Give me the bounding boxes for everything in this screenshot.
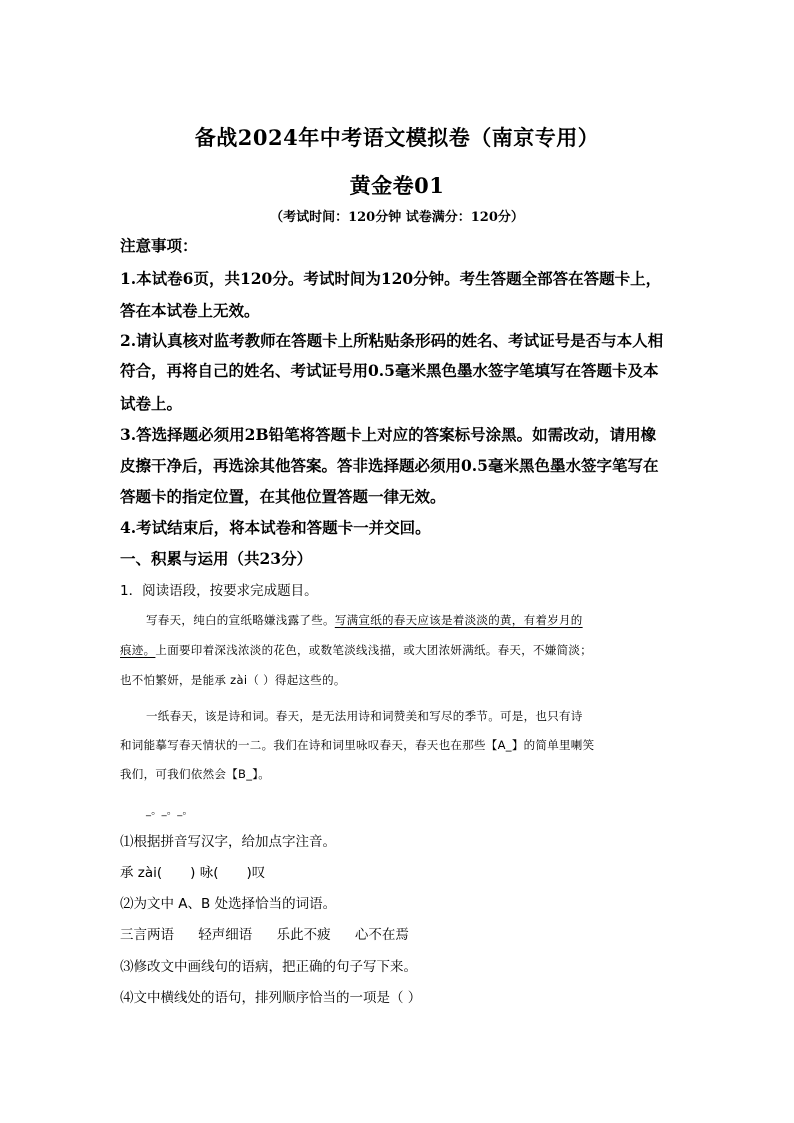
question-stem: 1．阅读语段，按要求完成题目。 [120,583,318,599]
passage-text: 上面要印着深浅浓淡的花色，或数笔淡线浅描，或大团浓妍满纸。春天，不嫌简淡； [155,643,593,657]
exam-info: （考试时间：120分钟 试卷满分：120分） [270,210,524,225]
question-1-1-fill [120,857,680,889]
passage-line: 也不怕繁妍，是能承 zài（ ）得起这些的。 [120,673,346,687]
option-word: 轻声细语 [198,927,253,943]
question-1-4: ⑷文中横线处的语句，排列顺序恰当的一项是（ ） [120,990,422,1006]
underlined-sentence: 写满宣纸的春天应该是着淡淡的黄，有着岁月的 [334,613,583,627]
passage-text: 写春天，纯白的宣纸略嫌浅露了些。 [146,613,335,627]
notes-line: 答在本试卷上无效。 [120,301,260,320]
notes-line: 试卷上。 [120,394,183,413]
section-heading: 一、积累与运用（共23分） [120,549,313,568]
notes-line: 符合，再将自己的姓名、考试证号用0.5毫米黑色墨水签字笔填写在答题卡及本 [120,361,659,380]
notes-line: 3.答选择题必须用2B铅笔将答题卡上对应的答案标号涂黑。如需改动，请用橡 [120,425,657,444]
word-options [120,919,680,951]
blank-lines: _。_。_。 [146,806,193,817]
notes-line: 1.本试卷6页，共120分。考试时间为120分钟。考生答题全部答在答题卡上， [120,269,662,288]
question-1-3: ⑶修改文中画线句的语病，把正确的句子写下来。 [120,959,417,975]
notes-heading: 注意事项： [120,236,198,255]
passage-line: 我们，可我们依然会【B_】。 [120,767,271,781]
notes-line: 2.请认真核对监考教师在答题卡上所粘贴条形码的姓名、考试证号是否与本人相 [120,331,664,350]
question-1-1: ⑴根据拼音写汉字，给加点字注音。 [120,834,336,850]
notes-line: 4.考试结束后，将本试卷和答题卡一并交回。 [120,518,431,537]
exam-title: 备战2024年中考语文模拟卷（南京专用） [194,125,600,150]
underlined-sentence: 痕迹。 [120,643,156,657]
fill-blank-zai: 承 zài( [120,865,163,881]
notes-line: 答题卡的指定位置，在其他位置答题一律无效。 [120,487,446,506]
option-word: 心不在焉 [354,927,409,943]
fill-blank-yong: ) 咏( [190,865,219,881]
exam-subtitle: 黄金卷01 [349,173,445,198]
question-1-2: ⑵为文中 A、B 处选择恰当的词语。 [120,896,337,912]
option-word: 乐此不疲 [276,927,331,943]
passage-line: 和词能摹写春天情状的一二。我们在诗和词里咏叹春天，春天也在那些【A_】的简单里喇笑 [120,738,595,752]
passage-line: 一纸春天，该是诗和词。春天，是无法用诗和词赞美和写尽的季节。可是，也只有诗 [146,709,583,723]
fill-blank-tan: )叹 [246,865,266,881]
notes-line: 皮擦干净后，再选涂其他答案。答非选择题必须用0.5毫米黑色墨水签字笔写在 [120,456,659,475]
passage-line [120,606,706,634]
passage-line [120,636,680,664]
option-word: 三言两语 [120,927,174,943]
